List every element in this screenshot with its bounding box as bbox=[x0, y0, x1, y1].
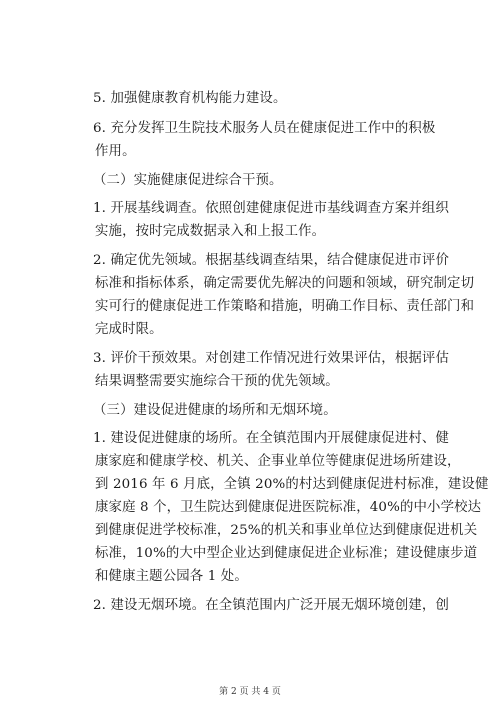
section-heading: （三）建设促进健康的场所和无烟环境。 bbox=[93, 403, 337, 418]
paragraph-line: 标准和指标体系，确定需要优先解决的问题和领域，研究制定切 bbox=[95, 276, 475, 291]
paragraph-line: 3. 评价干预效果。对创建工作情况进行效果评估，根据评估 bbox=[93, 351, 449, 366]
paragraph-line: 康家庭和健康学校、机关、企事业单位等健康促进场所建设， bbox=[95, 454, 461, 469]
paragraph-line: 5. 加强健康教育机构能力建设。 bbox=[93, 91, 287, 106]
page-number-footer: 第 2 页 共 4 页 bbox=[219, 687, 281, 697]
paragraph-line: 2. 确定优先领域。根据基线调查结果，结合健康促进市评价 bbox=[93, 253, 449, 268]
paragraph-line: 标准，10%的大中型企业达到健康促进企业标准；建设健康步道 bbox=[95, 546, 478, 561]
paragraph-line: 2. 建设无烟环境。在全镇范围内广泛开展无烟环境创建，创 bbox=[93, 598, 449, 613]
paragraph-line: 康家庭 8 个，卫生院达到健康促进医院标准，40%的中小学校达 bbox=[95, 500, 482, 515]
paragraph-line: 到 2016 年 6 月底，全镇 20%的村达到健康促进村标准，建设健 bbox=[95, 477, 489, 492]
paragraph-line: 实施，按时完成数据录入和上报工作。 bbox=[95, 224, 326, 239]
paragraph-line: 1. 建设促进健康的场所。在全镇范围内开展健康促进村、健 bbox=[93, 431, 449, 446]
section-heading: （二）实施健康促进综合干预。 bbox=[93, 173, 283, 188]
paragraph-line: 结果调整需要实施综合干预的优先领域。 bbox=[95, 374, 339, 389]
paragraph-line: 到健康促进学校标准，25%的机关和事业单位达到健康促进机关 bbox=[95, 523, 478, 538]
paragraph-line: 1. 开展基线调查。依照创建健康促进市基线调查方案并组织 bbox=[93, 201, 449, 216]
paragraph-line: 作用。 bbox=[95, 144, 136, 159]
paragraph-line: 完成时限。 bbox=[95, 322, 163, 337]
paragraph-line: 6. 充分发挥卫生院技术服务人员在健康促进工作中的积极 bbox=[93, 121, 436, 136]
paragraph-line: 实可行的健康促进工作策略和措施，明确工作目标、责任部门和 bbox=[95, 299, 475, 314]
paragraph-line: 和健康主题公园各 1 处。 bbox=[95, 569, 248, 584]
